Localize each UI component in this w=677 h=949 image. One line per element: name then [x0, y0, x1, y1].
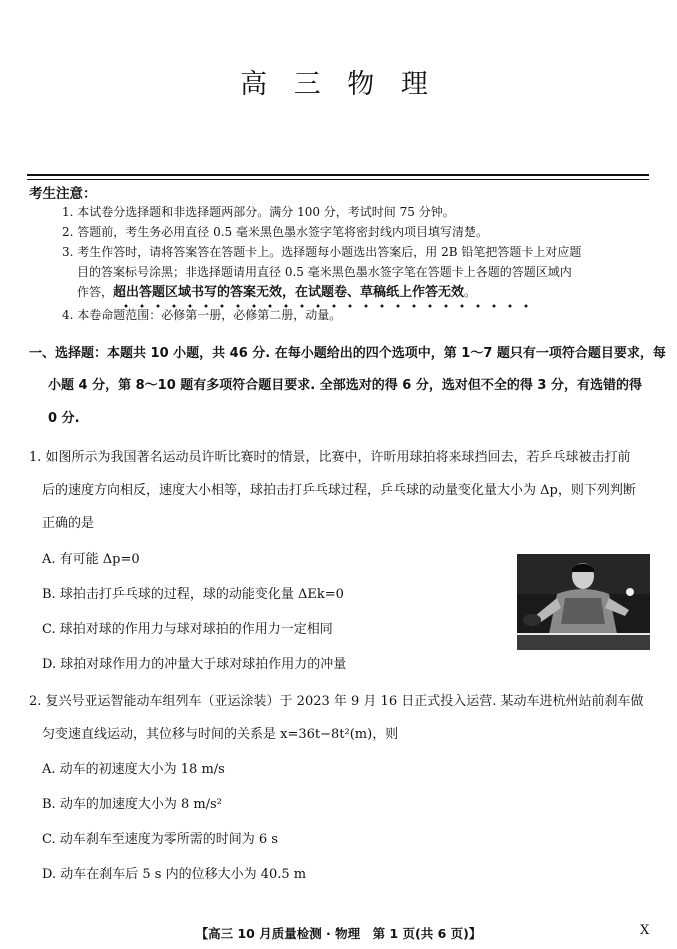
question-2-line-1: 2. 复兴号亚运智能动车组列车（亚运涂装）于 2023 年 9 月 16 日正式投入运营. 某动车进杭州站前刹车做: [29, 694, 644, 709]
page-footer: 【高三 10 月质量检测 · 物理 第 1 页(共 6 页)】: [195, 926, 482, 941]
header-divider-thin: [27, 179, 649, 180]
question-2-line-2: 匀变速直线运动，其位移与时间的关系是 x=36t−8t²(m)，则: [42, 727, 399, 742]
question-2-option-b: B. 动车的加速度大小为 8 m/s²: [42, 797, 222, 812]
notice-emphasis-text: 超出答题区域书写的答案无效，在试题卷、草稿纸上作答无效: [113, 285, 465, 300]
question-1-option-b: B. 球拍击打乒乓球的过程，球的动能变化量 ΔEk=0: [42, 587, 344, 602]
player-illustration: [517, 554, 650, 650]
section-1-line-2: 小题 4 分，第 8～10 题有多项符合题目要求. 全部选对的得 6 分，选对但不全的得 3 分，有选错的得: [48, 378, 642, 393]
question-1-line-3: 正确的是: [42, 516, 95, 531]
question-2-option-c: C. 动车刹车至速度为零所需的时间为 6 s: [42, 832, 278, 847]
table-tennis-player-photo: [517, 554, 650, 650]
notice-item-4: 4. 本卷命题范围：必修第一册，必修第二册，动量。: [62, 308, 342, 322]
section-1-line-1: 一、选择题：本题共 10 小题，共 46 分. 在每小题给出的四个选项中，第 1～7 题只有一项符合题目要求，每: [29, 346, 666, 361]
notice-item-3-prefix: 作答，: [77, 285, 114, 299]
notice-heading: 考生注意：: [29, 186, 97, 202]
notice-item-1: 1. 本试卷分选择题和非选择题两部分。满分 100 分，考试时间 75 分钟。: [62, 205, 455, 219]
question-2-option-a: A. 动车的初速度大小为 18 m/s: [42, 762, 225, 777]
section-1-line-3: 0 分.: [48, 411, 80, 426]
corner-mark: X: [640, 923, 650, 938]
page-title: 高 三 物 理: [240, 69, 437, 100]
question-2-option-d: D. 动车在刹车后 5 s 内的位移大小为 40.5 m: [42, 867, 307, 882]
notice-item-3-line-1: 3. 考生作答时，请将答案答在答题卡上。选择题每小题选出答案后，用 2B 铅笔把答题卡上对应题: [62, 245, 582, 259]
notice-item-2: 2. 答题前，考生务必用直径 0.5 毫米黑色墨水签字笔将密封线内项目填写清楚。: [62, 225, 488, 239]
question-1-option-d: D. 球拍对球作用力的冲量大于球对球拍作用力的冲量: [42, 657, 347, 672]
notice-item-3-line-3: [77, 282, 476, 303]
question-1-line-1: 1. 如图所示为我国著名运动员许昕比赛时的情景，比赛中，许昕用球拍将来球挡回去，若乒乓球被击打前: [29, 450, 631, 465]
question-1-line-2: 后的速度方向相反，速度大小相等，球拍击打乒乓球过程，乒乓球的动量变化量大小为 Δp，则下列判断: [42, 483, 636, 498]
notice-item-3-line-2: 目的答案标号涂黑；非选择题请用直径 0.5 毫米黑色墨水签字笔在答题卡上各题的答题区域内: [77, 265, 572, 279]
header-divider-thick: [27, 174, 649, 176]
question-1-option-a: A. 有可能 Δp=0: [42, 552, 140, 567]
question-1-option-c: C. 球拍对球的作用力与球对球拍的作用力一定相同: [42, 622, 333, 637]
notice-item-3-suffix: 。: [464, 285, 477, 299]
